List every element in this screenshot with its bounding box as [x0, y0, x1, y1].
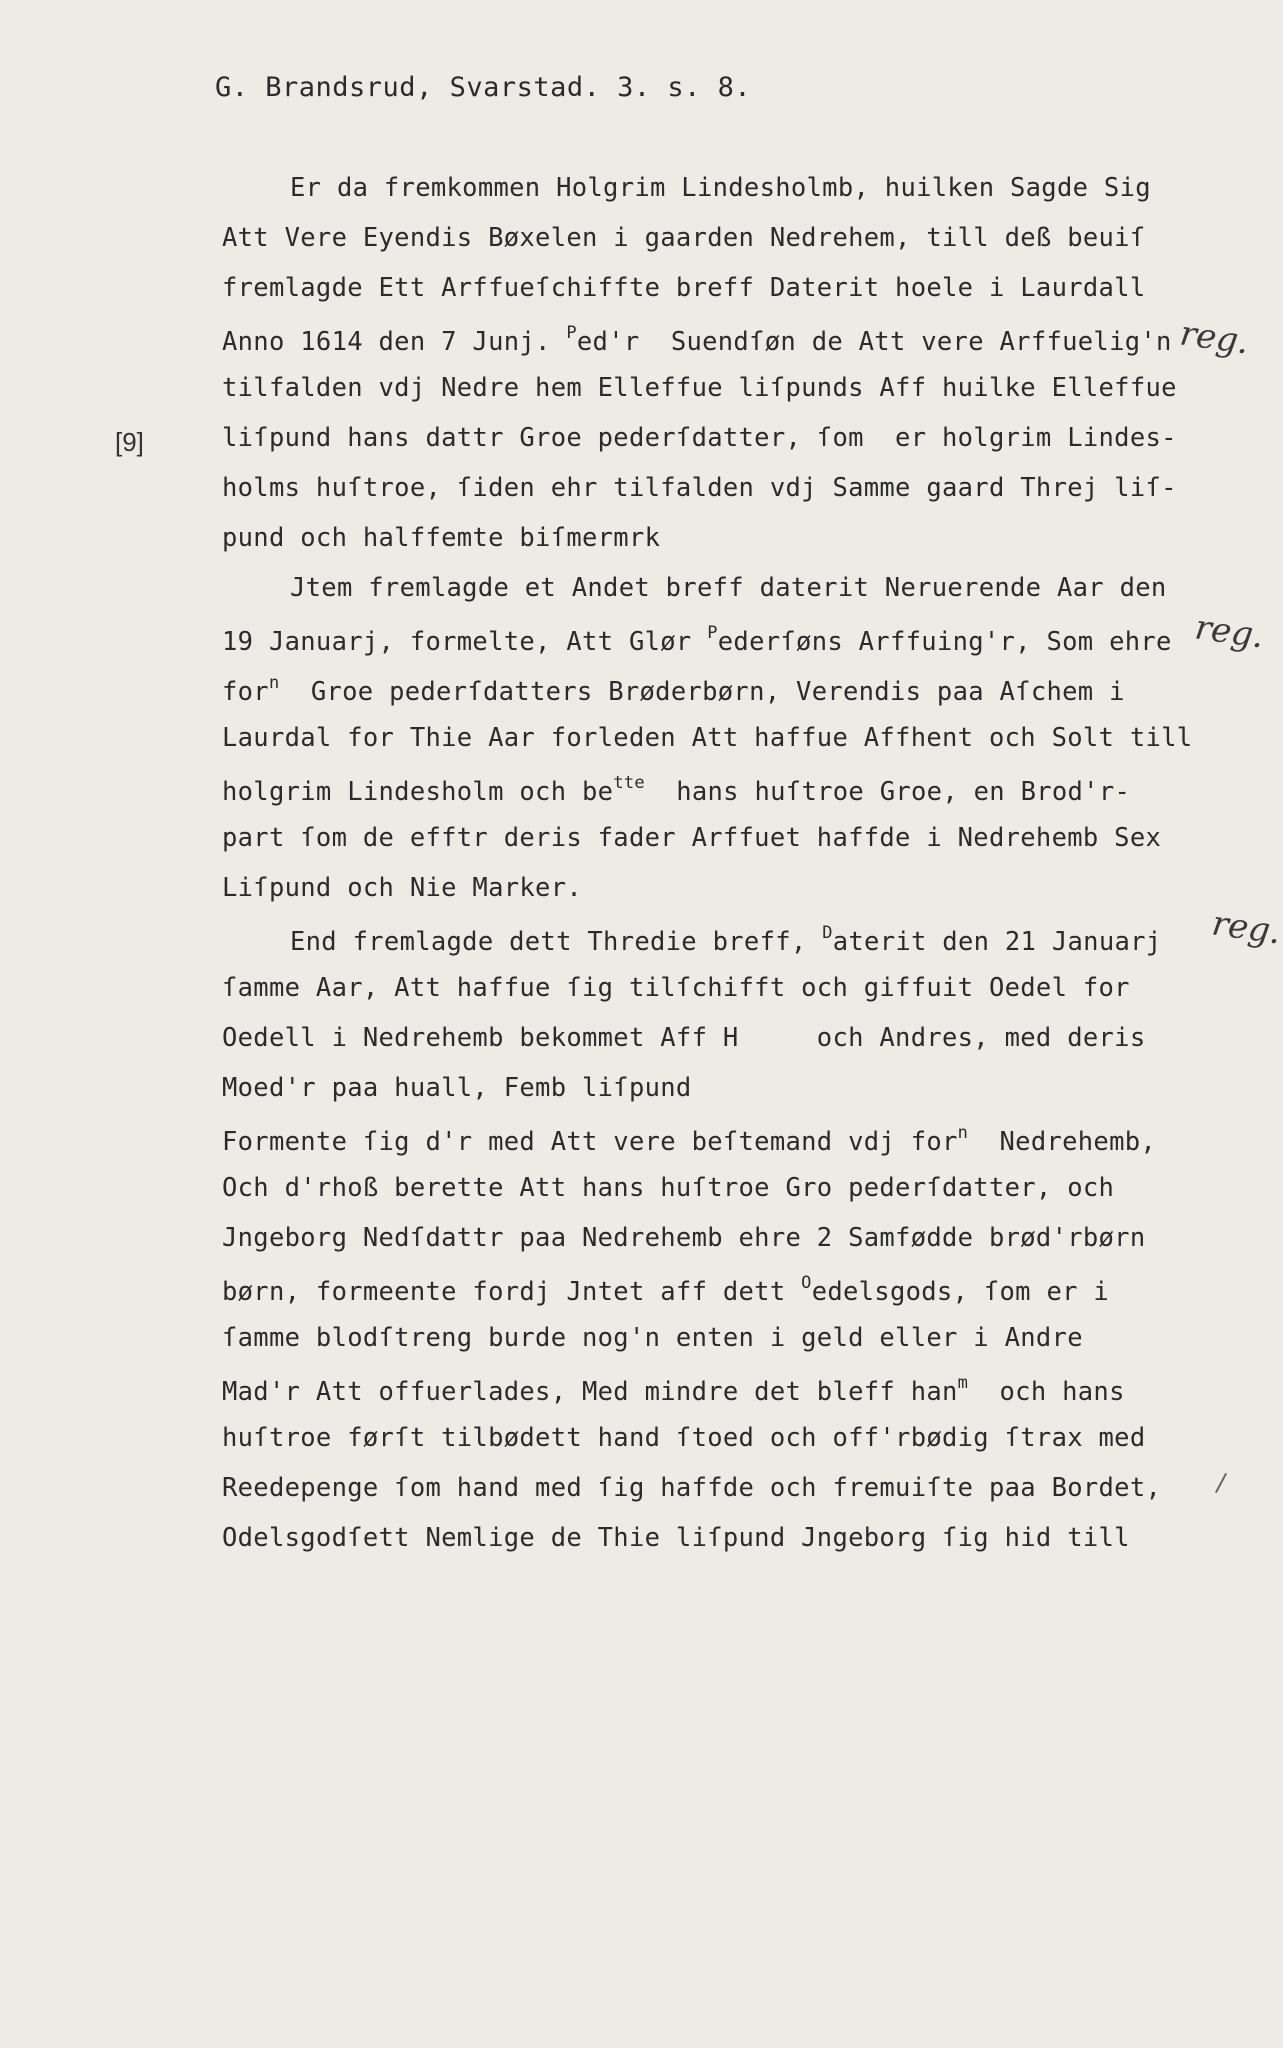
margin-tick-mark	[1215, 1473, 1227, 1493]
text-run: børn, formeente fordj Jntet aff dett	[222, 1277, 802, 1307]
text-run: for	[222, 677, 269, 707]
superscript: O	[801, 1273, 812, 1293]
text-line	[222, 323, 1172, 357]
text-run: Mad'r Att offuerlades, Med mindre det bleff han	[222, 1377, 958, 1407]
text-line: Reedepenge ſom hand med ſig haffde och fremuiſte paa Bordet,	[222, 1473, 1162, 1503]
folio-number: [9]	[115, 427, 144, 457]
text-line: Jtem fremlagde et Andet breff daterit Neruerende Aar den	[290, 573, 1167, 603]
text-line	[222, 773, 1130, 807]
text-run: Groe pederſdatters Brøderbørn, Verendis paa Aſchem i	[279, 677, 1125, 707]
superscript: D	[822, 923, 833, 943]
margin-note: reg.	[1209, 903, 1283, 953]
superscript: m	[957, 1373, 969, 1393]
text-line: ſamme Aar, Att haffue ſig tilſchifft och giffuit Oedel for	[222, 973, 1130, 1003]
text-run: Anno 1614 den 7 Junj.	[222, 327, 567, 357]
text-line: Er da fremkommen Holgrim Lindesholmb, huilken Sagde Sig	[290, 173, 1151, 203]
text-run: ederſøns Arffuing'r, Som ehre	[717, 627, 1172, 657]
text-run: aterit den 21 Januarj	[832, 927, 1162, 957]
text-line: Laurdal for Thie Aar forleden Att haffue Affhent och Solt till	[222, 723, 1193, 753]
text-line	[222, 1373, 1125, 1407]
superscript: P	[707, 623, 718, 643]
text-line	[222, 1123, 1156, 1157]
text-line: Och d'rhoß berette Att hans huſtroe Gro pederſdatter, och	[222, 1173, 1115, 1203]
text-line: Oedell i Nedrehemb bekommet Aff H och Andres, med deris	[222, 1023, 1146, 1053]
text-run: 19 Januarj, formelte, Att Glør	[222, 627, 708, 657]
text-line: Jngeborg Nedſdattr paa Nedrehemb ehre 2 Samfødde brød'rbørn	[222, 1223, 1146, 1253]
text-line	[222, 623, 1172, 657]
text-line: Att Vere Eyendis Bøxelen i gaarden Nedrehem, till deß beuiſ	[222, 223, 1146, 253]
superscript: n	[957, 1123, 969, 1143]
text-line: fremlagde Ett Arffueſchiffte breff Daterit hoele i Laurdall	[222, 273, 1146, 303]
text-run: ed'r Suendſøn de Att vere Arffuelig'n	[576, 327, 1172, 357]
margin-note: reg.	[1192, 607, 1267, 657]
text-line: Odelsgodſett Nemlige de Thie liſpund Jngeborg ſig hid till	[222, 1523, 1130, 1553]
text-line: pund och halffemte biſmermrk	[222, 523, 661, 553]
superscript: n	[268, 673, 280, 693]
text-line	[222, 1273, 1109, 1307]
superscript: P	[566, 323, 577, 343]
text-line: liſpund hans dattr Groe pederſdatter, ſom er holgrim Lindes-	[222, 423, 1177, 453]
text-line: Moed'r paa huall, Femb liſpund	[222, 1073, 692, 1103]
text-line: tilfalden vdj Nedre hem Elleffue liſpunds Aff huilke Elleffue	[222, 373, 1177, 403]
text-run: och hans	[968, 1377, 1125, 1407]
document-heading: G. Brandsrud, Svarstad. 3. s. 8.	[215, 72, 752, 103]
text-run: holgrim Lindesholm och be	[222, 777, 614, 807]
text-line	[222, 673, 1125, 707]
text-run: edelsgods, ſom er i	[811, 1277, 1110, 1307]
text-line: holms huſtroe, ſiden ehr tilfalden vdj Samme gaard Threj liſ-	[222, 473, 1177, 503]
margin-note: reg.	[1177, 313, 1252, 363]
text-run: Formente ſig d'r med Att vere beſtemand vdj for	[222, 1127, 958, 1157]
text-line: Liſpund och Nie Marker.	[222, 873, 583, 903]
text-line: ſamme blodſtreng burde nog'n enten i geld eller i Andre	[222, 1323, 1083, 1353]
text-line: part ſom de efftr deris fader Arffuet haffde i Nedrehemb Sex	[222, 823, 1162, 853]
text-run: Nedrehemb,	[968, 1127, 1157, 1157]
text-run: End fremlagde dett Thredie breff,	[290, 927, 823, 957]
text-line	[290, 923, 1161, 957]
text-line: huſtroe førſt tilbødett hand ſtoed och off'rbødig ſtrax med	[222, 1423, 1146, 1453]
text-run: hans huſtroe Groe, en Brod'r-	[644, 777, 1131, 807]
superscript: tte	[613, 773, 645, 793]
